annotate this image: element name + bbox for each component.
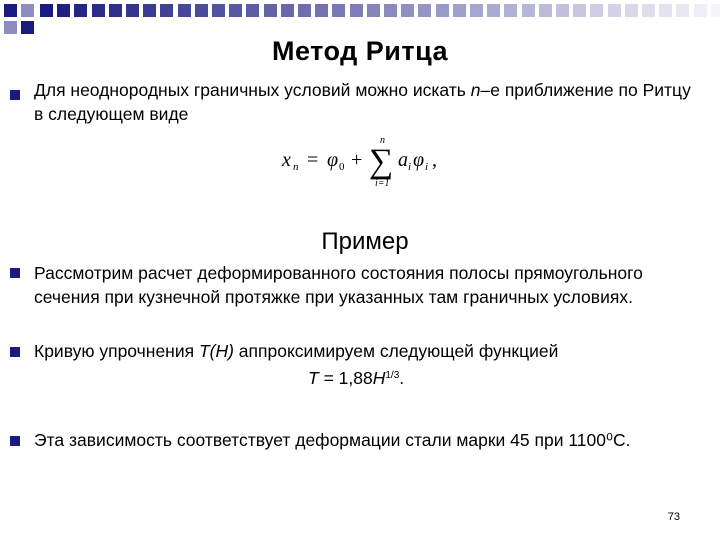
bullet-text-1 [34, 78, 694, 126]
formula-phi0-sub: 0 [339, 161, 345, 173]
eq2-mid: = 1,88 [318, 368, 373, 388]
bullet-3-prefix: Кривую упрочнения [34, 341, 199, 361]
band-square [418, 4, 431, 17]
formula-term-a: a [398, 149, 408, 171]
bullet-3-suffix: аппроксимируем следующей функцией [233, 341, 559, 361]
formula-lhs: x [282, 149, 291, 171]
formula-sum-bottom: i=1 [375, 178, 390, 189]
example-heading: Пример [321, 228, 409, 255]
slide-title: Метод Ритца [271, 36, 449, 66]
bullet-text-4: Эта зависимость соответствует деформации стали марки 45 при 1100⁰С. [34, 430, 631, 450]
band-square [556, 4, 569, 17]
band-square [453, 4, 466, 17]
band-square [436, 4, 449, 17]
corner-square [21, 21, 34, 34]
bullet-1-italic: n [470, 80, 481, 100]
band-square [573, 4, 586, 17]
band-square [504, 4, 517, 17]
page-number: 73 [667, 511, 680, 523]
band-square [590, 4, 603, 17]
band-square [57, 4, 70, 17]
band-square [40, 4, 53, 17]
band-square [367, 4, 380, 17]
band-square [246, 4, 259, 17]
bullet-text-3 [34, 339, 694, 363]
bullet-1-suffix: –е приближение по Ритцу в следующем виде [34, 80, 691, 124]
hardening-equation [308, 368, 404, 389]
corner-square [4, 21, 17, 34]
band-square [92, 4, 105, 17]
eq2-lhs: T [308, 368, 319, 388]
summation-icon: ∑ [369, 143, 394, 180]
formula-phi0: φ [327, 149, 339, 171]
decorative-gradient-band [0, 0, 720, 40]
band-square [401, 4, 414, 17]
band-square [694, 4, 707, 17]
band-square [229, 4, 242, 17]
band-square [642, 4, 655, 17]
formula-comma: , [432, 149, 437, 171]
corner-square [21, 4, 34, 17]
band-square [332, 4, 345, 17]
band-square [212, 4, 225, 17]
formula-plus: + [351, 149, 363, 171]
bullet-square-icon [10, 90, 20, 100]
band-square [195, 4, 208, 17]
band-square [470, 4, 483, 17]
band-square [659, 4, 672, 17]
formula-term-phi-sub: i [425, 161, 429, 173]
band-square [608, 4, 621, 17]
band-square [350, 4, 363, 17]
formula-term-phi: φ [413, 149, 425, 171]
bullet-1-prefix: Для неоднородных граничных условий можно искать [34, 80, 471, 100]
bullet-square-icon [10, 436, 20, 446]
band-square [126, 4, 139, 17]
band-square [298, 4, 311, 17]
formula-term-a-sub: i [408, 161, 412, 173]
formula-sum-top: n [380, 135, 385, 146]
band-square [539, 4, 552, 17]
formula-lhs-sub: n [293, 161, 299, 173]
corner-square [4, 4, 17, 17]
band-square [676, 4, 689, 17]
band-square [711, 4, 720, 17]
band-square [109, 4, 122, 17]
band-square [384, 4, 397, 17]
formula-eq: = [307, 149, 319, 171]
band-square [315, 4, 328, 17]
band-square [522, 4, 535, 17]
eq2-exp: 1/3 [385, 370, 400, 381]
bullet-text-2: Рассмотрим расчет деформированного состояния полосы прямоугольного сечения при кузнечной протяжке при указанных там граничных условиях. [34, 263, 643, 307]
bullet-square-icon [10, 268, 20, 278]
band-square [160, 4, 173, 17]
ritz-approximation-formula [280, 130, 460, 190]
band-square [74, 4, 87, 17]
band-square [143, 4, 156, 17]
eq2-end: . [399, 368, 405, 388]
bullet-3-italic: T(H) [198, 341, 234, 361]
band-square [625, 4, 638, 17]
band-square [178, 4, 191, 17]
eq2-var: H [372, 368, 386, 388]
band-square [281, 4, 294, 17]
band-square [487, 4, 500, 17]
bullet-square-icon [10, 347, 20, 357]
band-square [264, 4, 277, 17]
